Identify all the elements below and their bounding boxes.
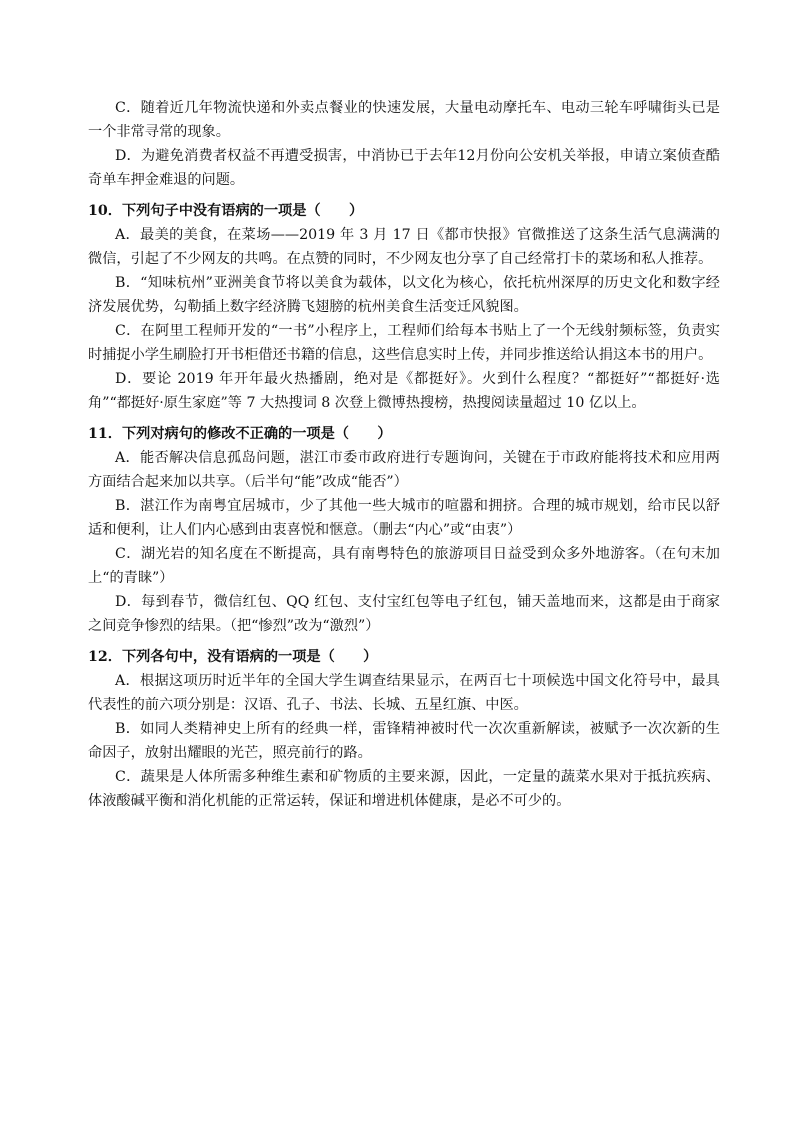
question-number: 10． [88, 203, 122, 219]
option-q11-d: D．每到春节，微信红包、QQ 红包、支付宝红包等电子红包，铺天盖地而来，这都是由于商家之间竞争惨烈的结果。（把“惨烈”改为“激烈”） [88, 594, 720, 634]
question-stem: 下列句子中没有语病的一项是（ ） [121, 203, 364, 219]
option-q10-d: D．要论 2019 年开年最火热播剧，绝对是《都挺好》。火到什么程度？“都挺好”“都挺好·选角”“都挺好·原生家庭”等 7 大热搜词 8 次登上微博热搜榜，热搜阅读量超过 10 亿以上。 [88, 371, 720, 411]
question-12 [88, 645, 720, 669]
option-q10-b: B．“知味杭州”亚洲美食节将以美食为载体，以文化为核心，依托杭州深厚的历史文化和数字经济发展优势，勾勒插上数字经济腾飞翅膀的杭州美食生活变迁风貌图。 [88, 275, 720, 315]
question-stem: 下列各句中，没有语病的一项是（ ） [121, 649, 378, 665]
option-q10-a: A．最美的美食，在菜场——2019 年 3 月 17 日《都市快报》官微推送了这条生活气息满满的微信，引起了不少网友的共鸣。在点赞的同时，不少网友也分享了自己经常打卡的菜场和私人推荐。 [88, 227, 720, 267]
document-body [88, 96, 720, 813]
option-q12-a: A．根据这项历时近半年的全国大学生调查结果显示，在两百七十项候选中国文化符号中，最具代表性的前六项分别是：汉语、孔子、书法、长城、五星红旗、中医。 [88, 673, 720, 713]
option-q11-a: A．能否解决信息孤岛问题，湛江市委市政府进行专题询问，关键在于市政府能将技术和应用两方面结合起来加以共享。（后半句“能”改成“能否”） [88, 450, 720, 490]
option-q11-c: C．湖光岩的知名度在不断提高，具有南粤特色的旅游项目日益受到众多外地游客。（在句末加上“的青睐”） [88, 546, 720, 586]
question-number: 11． [88, 426, 122, 442]
option-q9-c: C．随着近几年物流快递和外卖点餐业的快速发展，大量电动摩托车、电动三轮车呼啸街头已是一个非常寻常的现象。 [88, 100, 720, 140]
option-q9-d: D．为避免消费者权益不再遭受损害，中消协已于去年12月份向公安机关举报，申请立案侦查酷奇单车押金难退的问题。 [88, 148, 720, 188]
question-11 [88, 422, 720, 446]
question-stem: 下列对病句的修改不正确的一项是（ ） [121, 426, 392, 442]
option-q10-c: C．在阿里工程师开发的“一书”小程序上，工程师们给每本书贴上了一个无线射频标签，负责实时捕捉小学生刷脸打开书柜借还书籍的信息，这些信息实时上传，并同步推送给认捐这本书的用户。 [88, 323, 720, 363]
question-number: 12． [88, 649, 122, 665]
option-q12-b: B．如同人类精神史上所有的经典一样，雷锋精神被时代一次次重新解读，被赋予一次次新的生命因子，放射出耀眼的光芒，照亮前行的路。 [88, 721, 720, 761]
option-q12-c: C．蔬果是人体所需多种维生素和矿物质的主要来源，因此，一定量的蔬菜水果对于抵抗疾病、体液酸碱平衡和消化机能的正常运转，保证和增进机体健康，是必不可少的。 [88, 769, 720, 809]
question-10 [88, 199, 720, 223]
option-q11-b: B．湛江作为南粤宜居城市，少了其他一些大城市的喧嚣和拥挤。合理的城市规划，给市民以舒适和便利，让人们内心感到由衷喜悦和惬意。（删去“内心”或“由衷”） [88, 498, 720, 538]
